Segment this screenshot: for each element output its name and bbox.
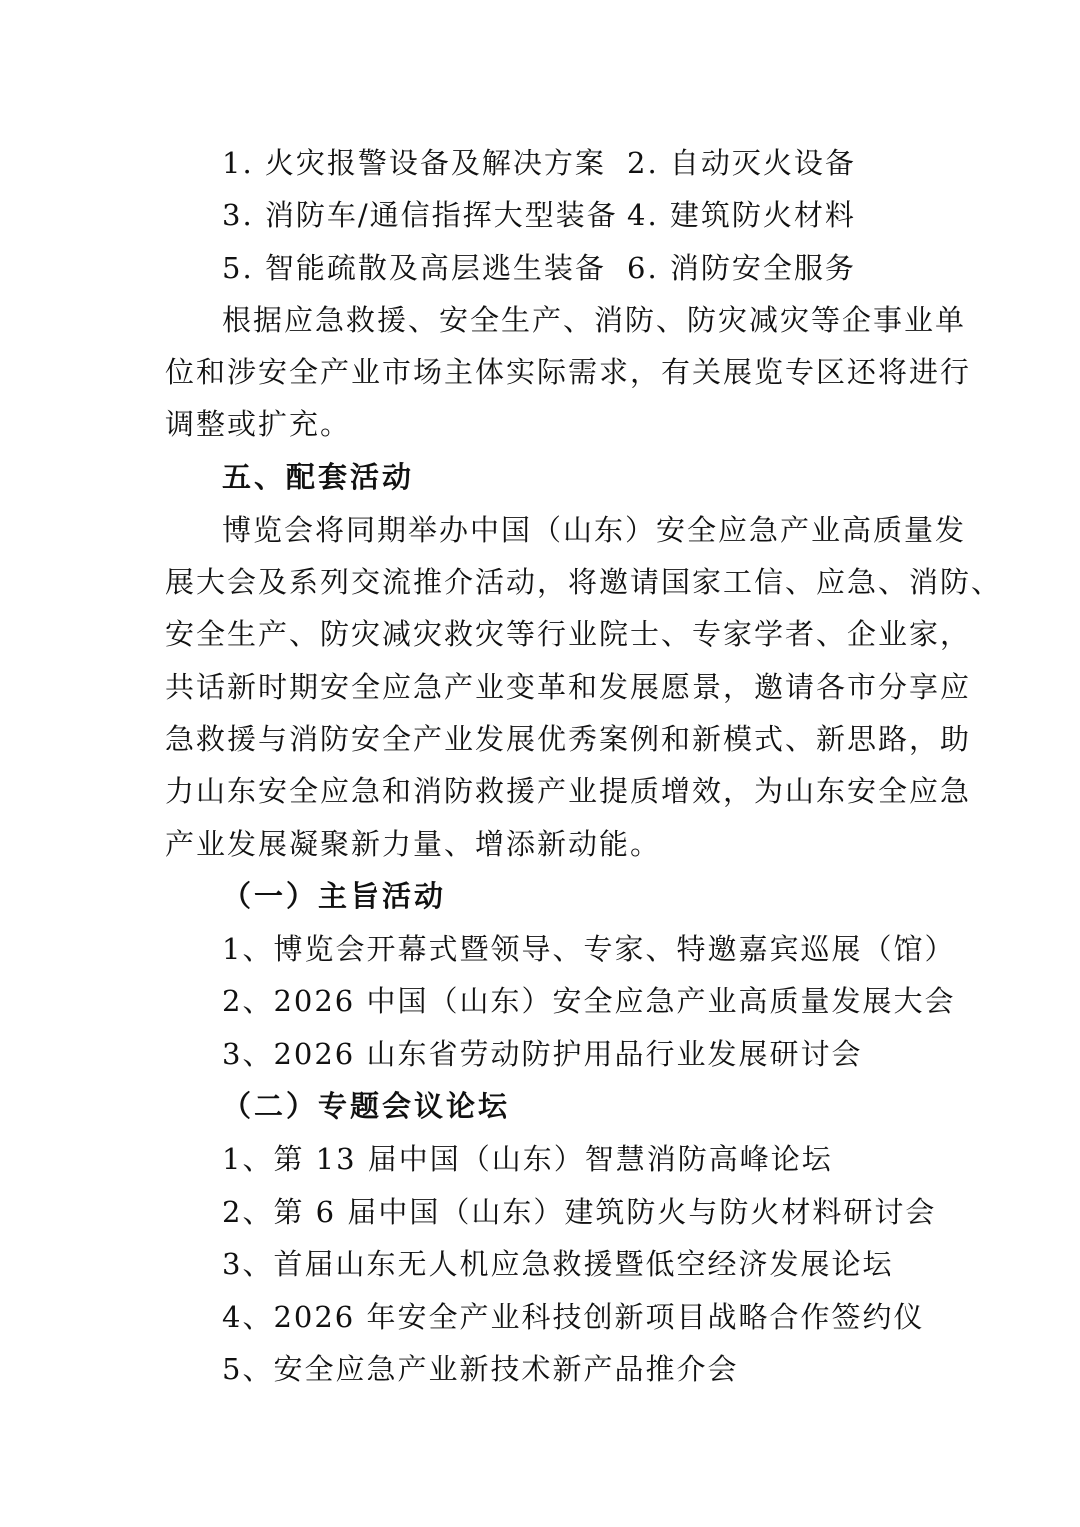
section-paragraph-line: 共话新时期安全应急产业变革和发展愿景，邀请各市分享应 [165,670,972,704]
adjustment-paragraph-line: 调整或扩充。 [165,407,352,441]
subsection-heading: （二）专题会议论坛 [222,1089,511,1123]
exhibit-zone-6: 6. 消防安全服务 [627,251,856,285]
exhibit-zone-1: 1. 火灾报警设备及解决方案 [222,146,606,180]
subsection-heading: （一）主旨活动 [222,879,447,913]
list-item: 4、2026 年安全产业科技创新项目战略合作签约仪 [222,1300,925,1334]
section-paragraph-line: 展大会及系列交流推介活动，将邀请国家工信、应急、消防、 [165,565,1003,599]
exhibit-zone-4: 4. 建筑防火材料 [627,198,856,232]
exhibit-zone-5: 5. 智能疏散及高层逃生装备 [222,251,606,285]
section-paragraph-line: 产业发展凝聚新力量、增添新动能。 [165,827,662,861]
exhibit-zone-3: 3. 消防车/通信指挥大型装备 [222,198,618,232]
adjustment-paragraph-line: 位和涉安全产业市场主体实际需求，有关展览专区还将进行 [165,355,972,389]
list-item: 1、第 13 届中国（山东）智慧消防高峰论坛 [222,1142,833,1176]
list-item: 2、2026 中国（山东）安全应急产业高质量发展大会 [222,984,956,1018]
adjustment-paragraph-line: 根据应急救援、安全生产、消防、防灾减灾等企事业单 [222,303,967,337]
list-item: 3、2026 山东省劳动防护用品行业发展研讨会 [222,1037,863,1071]
list-item: 1、博览会开幕式暨领导、专家、特邀嘉宾巡展（馆） [222,932,956,966]
section-paragraph-line: 力山东安全应急和消防救援产业提质增效，为山东安全应急 [165,774,972,808]
section-paragraph-line: 博览会将同期举办中国（山东）安全应急产业高质量发 [222,513,967,547]
section-paragraph-line: 急救援与消防安全产业发展优秀案例和新模式、新思路，助 [165,722,972,756]
list-item: 2、第 6 届中国（山东）建筑防火与防火材料研讨会 [222,1195,937,1229]
exhibit-zone-2: 2. 自动灭火设备 [627,146,856,180]
section-heading: 五、配套活动 [222,460,415,494]
section-paragraph-line: 安全生产、防灾减灾救灾等行业院士、专家学者、企业家， [165,617,972,651]
list-item: 5、安全应急产业新技术新产品推介会 [222,1352,739,1386]
list-item: 3、首届山东无人机应急救援暨低空经济发展论坛 [222,1247,894,1281]
